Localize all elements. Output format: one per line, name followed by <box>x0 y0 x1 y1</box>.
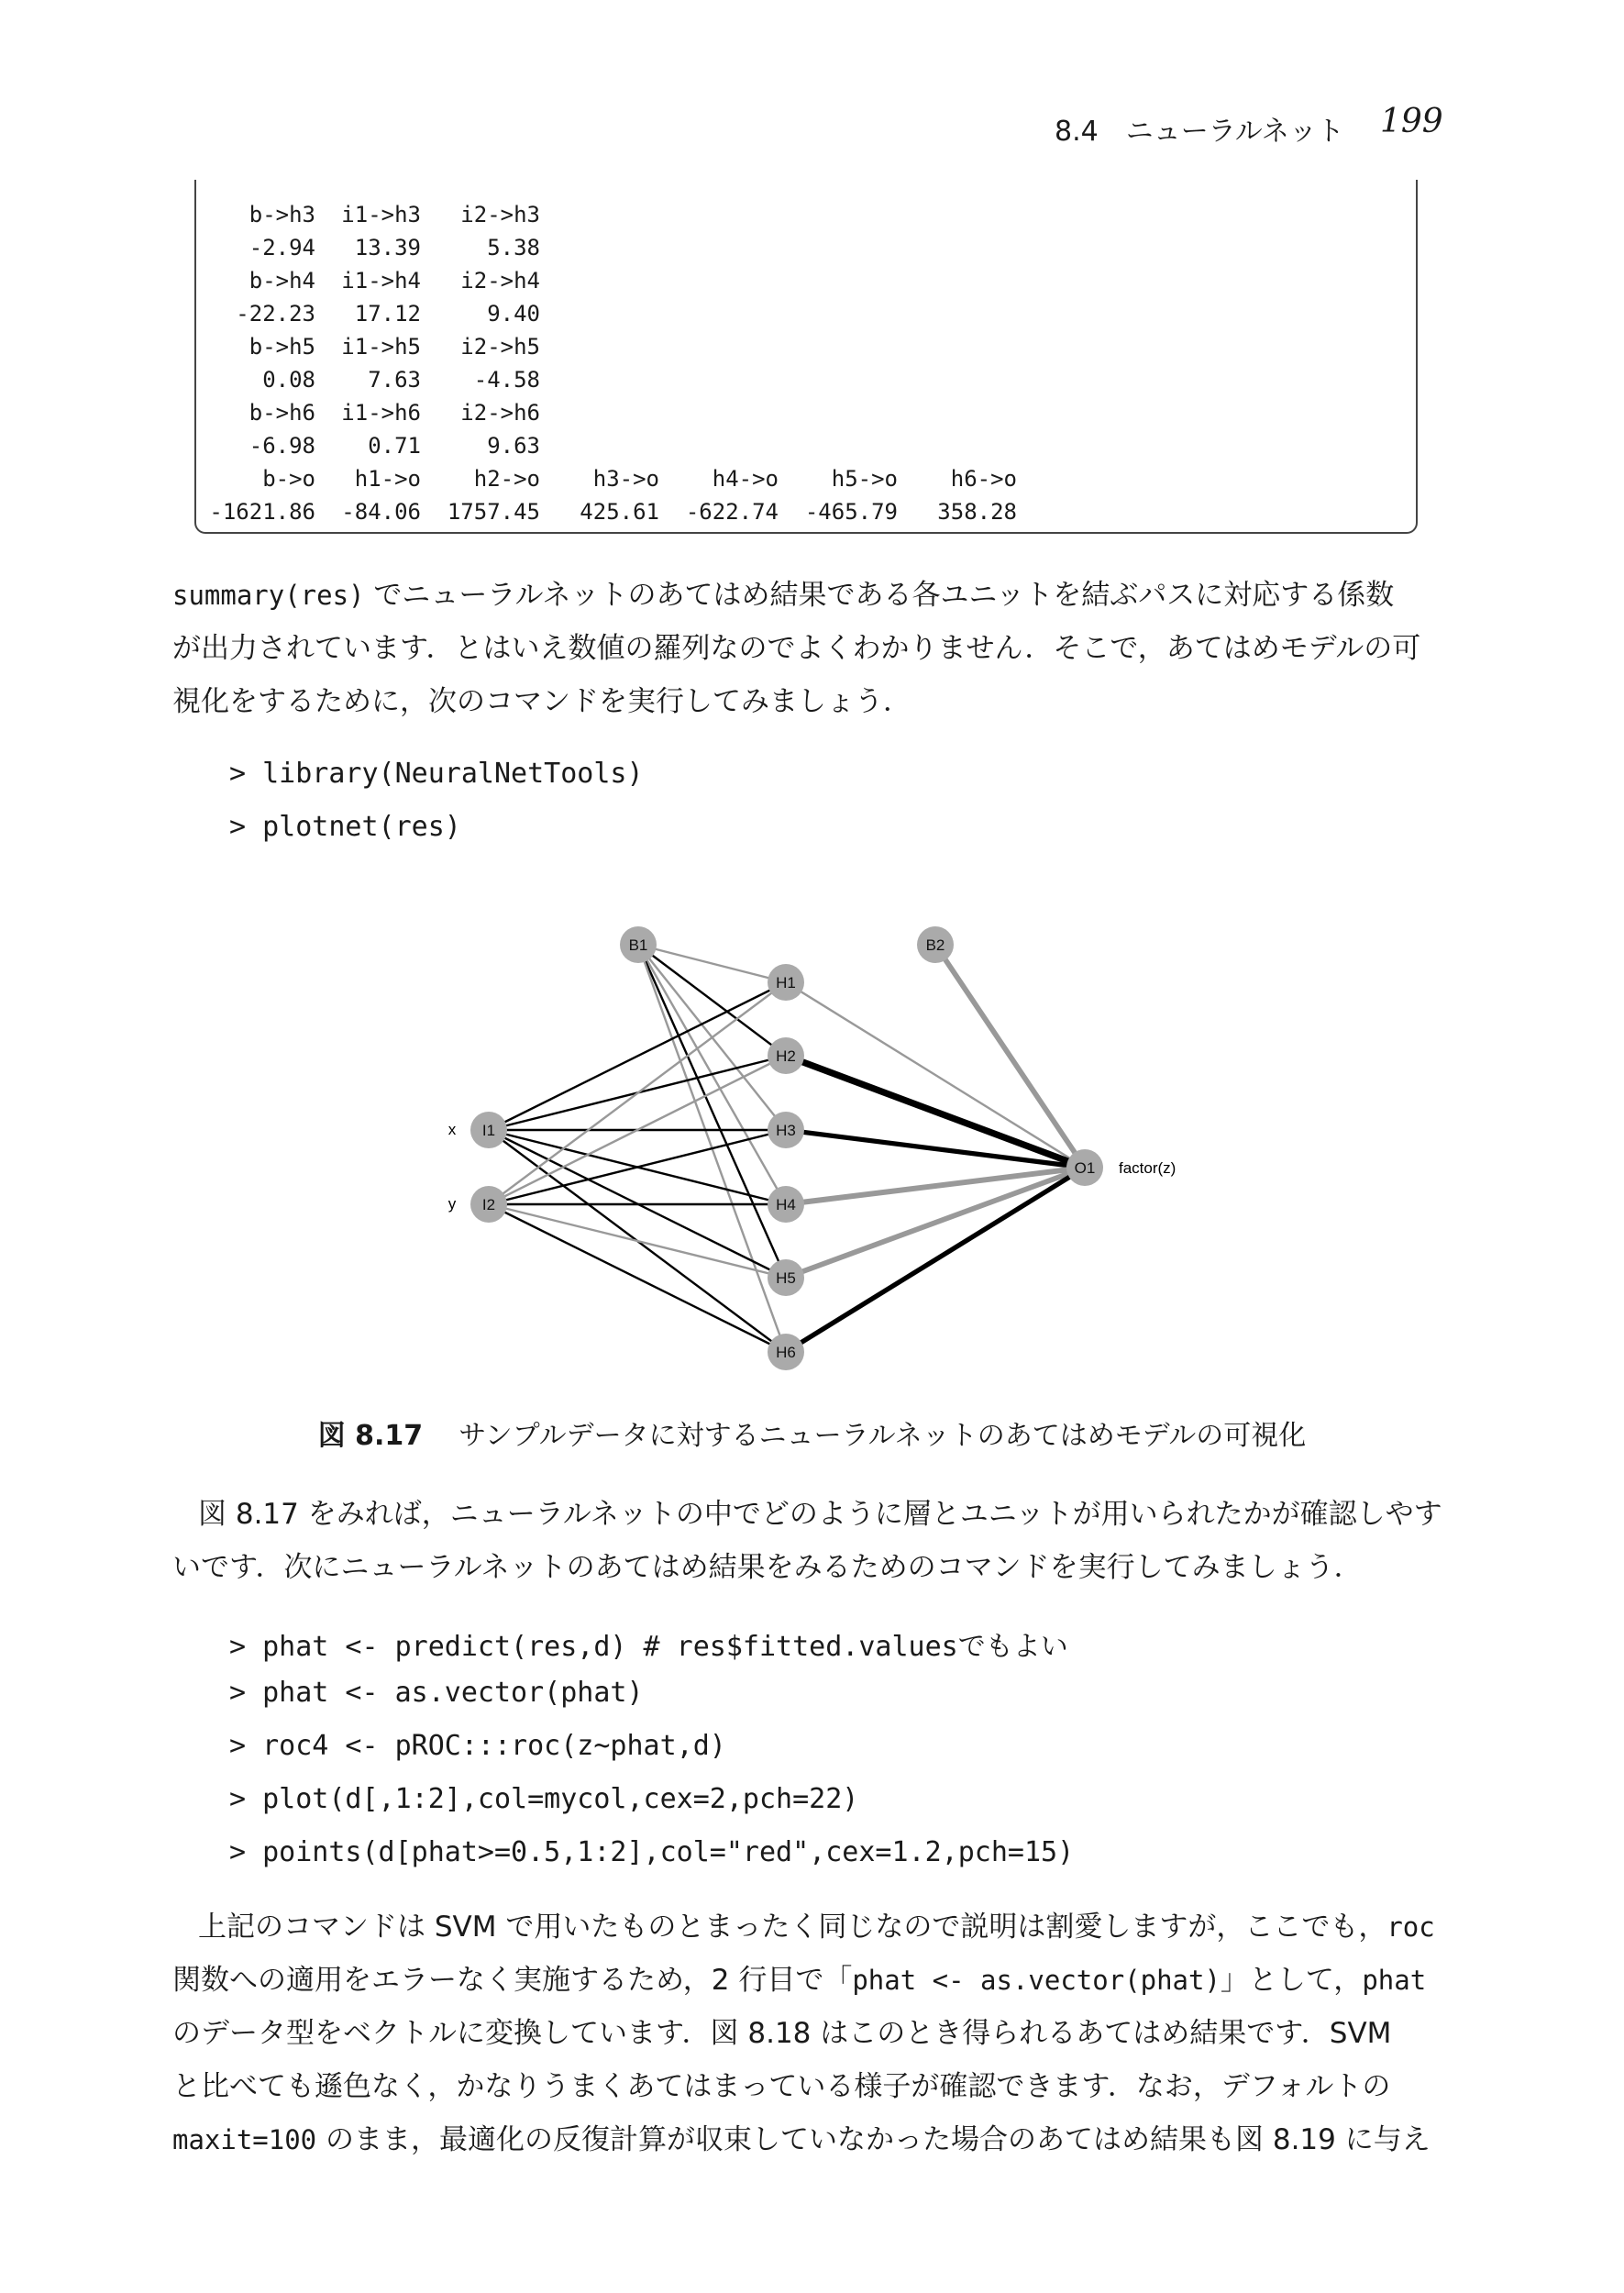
edge-b2-o1 <box>935 945 1085 1168</box>
output-cell: b->h3 <box>249 202 315 227</box>
output-cell: 13.39 <box>354 235 421 260</box>
text-span: でニューラルネットのあてはめ結果である各ユニットを結ぶパスに対応する係数 <box>364 579 1395 612</box>
output-cell: 5.38 <box>487 235 540 260</box>
output-cell: i1->h6 <box>341 400 421 426</box>
node-label: I1 <box>481 1122 496 1139</box>
edge-i2-h5 <box>489 1204 786 1278</box>
output-cell: 17.12 <box>354 301 421 327</box>
inline-code: roc <box>1386 1911 1435 1943</box>
paragraph-line: 視化をするために，次のコマンドを実行してみましょう． <box>172 685 911 718</box>
output-cell: i2->h5 <box>460 334 540 360</box>
code-output-box <box>194 180 1418 534</box>
output-cell: h4->o <box>712 466 779 492</box>
paragraph-line: いです．次にニューラルネットのあてはめ結果をみるためのコマンドを実行してみましょう． <box>172 1551 1363 1584</box>
paragraph-line: と比べても遜色なく，かなりうまくあてはまっている様子が確認できます．なお，デフォルトの <box>172 2070 1391 2103</box>
code-span: > phat <- predict(res,d) # res$fitted.values <box>229 1631 958 1663</box>
output-cell: 9.63 <box>487 433 540 459</box>
output-cell: h3->o <box>592 466 659 492</box>
edge-b1-h5 <box>638 945 786 1278</box>
inline-code: summary(res) <box>172 580 365 611</box>
output-cell: 7.63 <box>368 367 421 393</box>
command-line: > roc4 <- pROC:::roc(z~phat,d) <box>229 1730 726 1762</box>
output-cell: h5->o <box>831 466 898 492</box>
command-line: > phat <- as.vector(phat) <box>229 1677 644 1709</box>
output-cell: 0.08 <box>262 367 315 393</box>
paragraph-line: が出力されています．とはいえ数値の羅列なのでよくわかりません．そこで，あてはめモデルの可 <box>172 632 1421 665</box>
output-cell: -465.79 <box>804 499 898 525</box>
paragraph-1 <box>172 569 1461 728</box>
output-cell: i1->h3 <box>341 202 421 227</box>
node-label: H1 <box>776 974 796 991</box>
paragraph-line <box>172 1900 1461 1954</box>
page-header <box>0 103 1624 149</box>
input-variable-label: x <box>447 1121 457 1138</box>
command-line <box>229 1623 1068 1673</box>
input-variable-label: y <box>447 1195 457 1213</box>
inline-code: maxit=100 <box>172 2124 317 2155</box>
page-number: 199 <box>1380 103 1443 140</box>
edge-i1-h1 <box>489 982 786 1130</box>
output-cell: h2->o <box>473 466 540 492</box>
output-cell: h1->o <box>354 466 421 492</box>
output-cell: h6->o <box>950 466 1017 492</box>
node-label: I2 <box>481 1196 496 1213</box>
text-span: のまま，最適化の反復計算が収束していなかった場合のあてはめ結果も図 8.19 に与え <box>316 2123 1431 2156</box>
edge-i2-h1 <box>489 982 786 1204</box>
output-cell: -622.74 <box>685 499 779 525</box>
caption-text: サンプルデータに対するニューラルネットのあてはめモデルの可視化 <box>458 1420 1307 1452</box>
output-cell: -2.94 <box>249 235 315 260</box>
paragraph-line: 図 8.17 をみれば，ニューラルネットの中でどのように層とユニットが用いられたかが確認しやす <box>198 1498 1442 1531</box>
output-cell: b->h6 <box>249 400 315 426</box>
node-label: H3 <box>776 1122 796 1139</box>
output-cell: -6.98 <box>249 433 315 459</box>
output-cell: 358.28 <box>937 499 1017 525</box>
inline-code: phat <- as.vector(phat) <box>852 1965 1221 1996</box>
text-span: 関数への適用をエラーなく実施するため，2 行目で「 <box>172 1964 853 1997</box>
edge-b1-h1 <box>638 945 786 982</box>
output-cell: i1->h5 <box>341 334 421 360</box>
section-title: 8.4 ニューラルネット <box>1055 116 1344 148</box>
output-cell: 1757.45 <box>447 499 540 525</box>
command-line: > points(d[phat>=0.5,1:2],col="red",cex=1.2,pch=15) <box>229 1836 1075 1868</box>
paragraph-line <box>172 2113 1461 2166</box>
comment-text: でもよい <box>957 1631 1068 1663</box>
command-line: > plotnet(res) <box>229 811 461 843</box>
output-cell: b->h4 <box>249 268 315 294</box>
figure-caption <box>0 1412 1624 1453</box>
paragraph-3 <box>172 1900 1461 2166</box>
command-line: > library(NeuralNetTools) <box>229 758 644 790</box>
output-variable-label: factor(z) <box>1119 1159 1177 1177</box>
output-cell: i2->h4 <box>460 268 540 294</box>
command-line: > plot(d[,1:2],col=mycol,cex=2,pch=22) <box>229 1783 859 1815</box>
output-cell: b->h5 <box>249 334 315 360</box>
paragraph-line <box>172 1954 1461 2007</box>
node-label: B1 <box>628 936 648 954</box>
output-cell: 9.40 <box>487 301 540 327</box>
paragraph-2 <box>172 1488 1461 1594</box>
network-figure <box>422 917 1229 1394</box>
node-label: H6 <box>776 1344 796 1361</box>
inline-code: phat <box>1362 1965 1427 1996</box>
node-label: H5 <box>776 1269 796 1287</box>
node-label: H4 <box>776 1196 796 1213</box>
text-span: 上記のコマンドは SVM で用いたものとまったく同じなので説明は割愛しますが，ここでも， <box>198 1911 1387 1944</box>
caption-label: 図 8.17 <box>317 1420 424 1452</box>
output-cell: -84.06 <box>341 499 421 525</box>
output-cell: -4.58 <box>473 367 540 393</box>
output-cell: i1->h4 <box>341 268 421 294</box>
paragraph-line: のデータ型をベクトルに変換しています．図 8.18 はこのとき得られるあてはめ結果です．SVM <box>172 2017 1392 2050</box>
node-label: H2 <box>776 1047 796 1065</box>
output-cell: i2->h6 <box>460 400 540 426</box>
output-cell: 425.61 <box>580 499 659 525</box>
node-label: B2 <box>925 936 945 954</box>
output-cell: i2->h3 <box>460 202 540 227</box>
text-span: 」として， <box>1220 1964 1363 1997</box>
node-label: O1 <box>1074 1159 1096 1177</box>
output-cell: -1621.86 <box>209 499 315 525</box>
output-cell: b->o <box>262 466 315 492</box>
output-cell: -22.23 <box>236 301 315 327</box>
neural-network-diagram <box>422 917 1229 1394</box>
output-cell: 0.71 <box>368 433 421 459</box>
paragraph-line <box>172 569 1461 622</box>
